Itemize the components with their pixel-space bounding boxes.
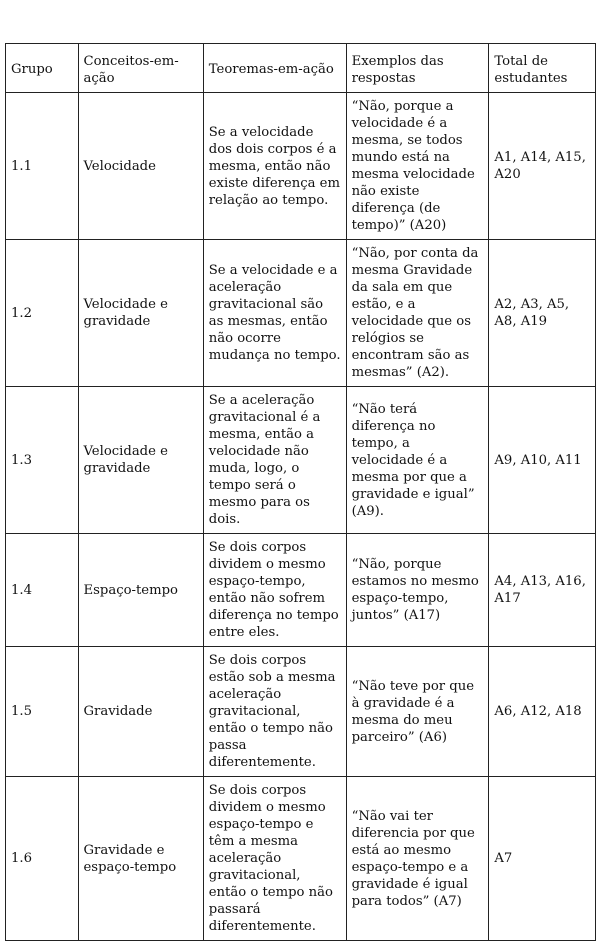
header-conceitos: Conceitos-em-ação (78, 44, 203, 93)
cell-grupo: 1.1 (6, 93, 79, 240)
cell-conceitos: Velocidade e gravidade (78, 387, 203, 534)
cell-teoremas: Se dois corpos dividem o mesmo espaço-tempo, então não sofrem diferença no tempo entre eles. (203, 534, 346, 647)
cell-conceitos: Gravidade e espaço-tempo (78, 777, 203, 941)
cell-total: A7 (489, 777, 596, 941)
header-teoremas: Teoremas-em-ação (203, 44, 346, 93)
table-row (6, 647, 596, 777)
cell-total: A9, A10, A11 (489, 387, 596, 534)
cell-total: A1, A14, A15, A20 (489, 93, 596, 240)
cell-teoremas: Se dois corpos estão sob a mesma aceleração gravitacional, então o tempo não passa diferentemente. (203, 647, 346, 777)
cell-teoremas: Se a velocidade e a aceleração gravitacional são as mesmas, então não ocorre mudança no tempo. (203, 240, 346, 387)
table-row (6, 534, 596, 647)
cell-conceitos: Espaço-tempo (78, 534, 203, 647)
cell-conceitos: Velocidade e gravidade (78, 240, 203, 387)
results-table (5, 43, 596, 941)
cell-total: A6, A12, A18 (489, 647, 596, 777)
cell-exemplos: “Não, porque estamos no mesmo espaço-tempo, juntos” (A17) (346, 534, 489, 647)
cell-total: A4, A13, A16, A17 (489, 534, 596, 647)
cell-grupo: 1.6 (6, 777, 79, 941)
cell-grupo: 1.4 (6, 534, 79, 647)
cell-total: A2, A3, A5, A8, A19 (489, 240, 596, 387)
cell-exemplos: “Não terá diferença no tempo, a velocidade é a mesma por que a gravidade e igual” (A9). (346, 387, 489, 534)
cell-grupo: 1.2 (6, 240, 79, 387)
cell-exemplos: “Não teve por que à gravidade é a mesma do meu parceiro” (A6) (346, 647, 489, 777)
cell-teoremas: Se dois corpos dividem o mesmo espaço-tempo e têm a mesma aceleração gravitacional, então o tempo não passará diferentemente. (203, 777, 346, 941)
table-header-row (6, 44, 596, 93)
cell-teoremas: Se a velocidade dos dois corpos é a mesma, então não existe diferença em relação ao tempo. (203, 93, 346, 240)
header-exemplos: Exemplos das respostas (346, 44, 489, 93)
cell-conceitos: Velocidade (78, 93, 203, 240)
table-row (6, 240, 596, 387)
table-row (6, 777, 596, 941)
table-row (6, 387, 596, 534)
table-row (6, 93, 596, 240)
cell-teoremas: Se a aceleração gravitacional é a mesma, então a velocidade não muda, logo, o tempo será o mesmo para os dois. (203, 387, 346, 534)
header-total: Total de estudantes (489, 44, 596, 93)
cell-exemplos: “Não, porque a velocidade é a mesma, se todos mundo está na mesma velocidade não existe diferença (de tempo)” (A20) (346, 93, 489, 240)
cell-conceitos: Gravidade (78, 647, 203, 777)
cell-grupo: 1.3 (6, 387, 79, 534)
cell-grupo: 1.5 (6, 647, 79, 777)
header-grupo: Grupo (6, 44, 79, 93)
cell-exemplos: “Não, por conta da mesma Gravidade da sala em que estão, e a velocidade que os relógios se encontram são as mesmas” (A2). (346, 240, 489, 387)
cell-exemplos: “Não vai ter diferencia por que está ao mesmo espaço-tempo e a gravidade é igual para todos” (A7) (346, 777, 489, 941)
